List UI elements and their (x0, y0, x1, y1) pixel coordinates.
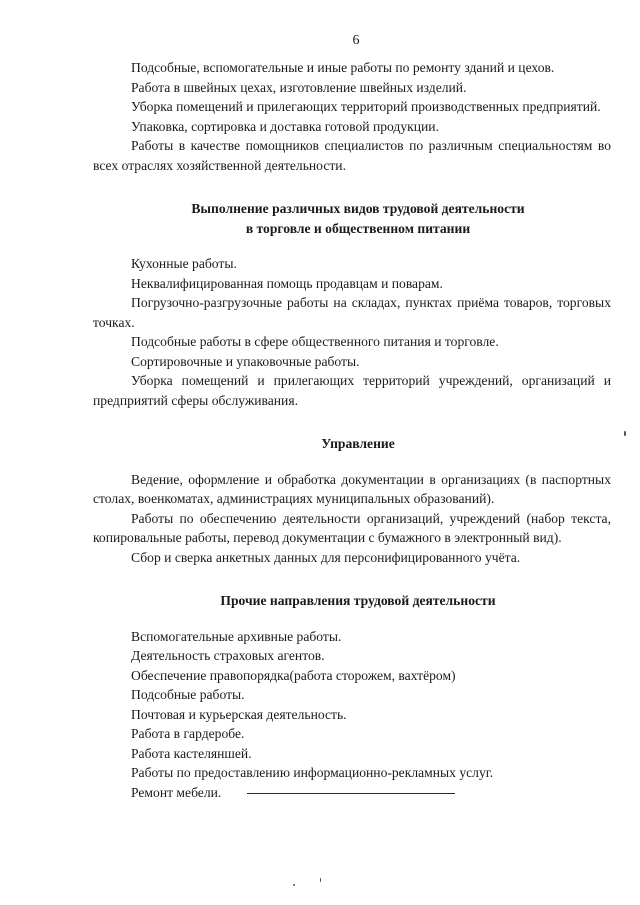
scan-speck (293, 884, 295, 886)
trade-section (93, 199, 611, 410)
paragraph: Деятельность страховых агентов. (131, 648, 325, 663)
paragraph: Вспомогательные архивные работы. (131, 628, 342, 644)
scan-speck (624, 431, 626, 436)
paragraph: Ремонт мебели. (131, 784, 222, 800)
section-heading: Выполнение различных видов трудовой деятельности (191, 201, 525, 216)
page-number: 6 (352, 33, 360, 48)
paragraph: Упаковка, сортировка и доставка готовой продукции. (131, 118, 439, 134)
paragraph: Сортировочные и упаковочные работы. (131, 353, 360, 369)
paragraph: Работы в качестве помощников специалистов по различным специальностям во всех отраслях хозяйственной деятельности. (93, 138, 611, 173)
paragraph: Почтовая и курьерская деятельность. (131, 706, 347, 722)
paragraph: Ведение, оформление и обработка документации в организациях (в паспортных столах, военкоматах, администрациях муниципальных образований). (93, 471, 611, 506)
paragraph: Работы по обеспечению деятельности организаций, учреждений (набор текста, копировальные работы, перевод документации с бумажного в электронный вид). (93, 510, 611, 545)
section-heading: в торговле и общественном питании (245, 220, 471, 236)
closing-rule (247, 793, 455, 794)
paragraph: Работа в швейных цехах, изготовление швейных изделий. (131, 79, 467, 95)
paragraph: Уборка помещений и прилегающих территорий производственных предприятий. (131, 99, 601, 114)
paragraph: Кухонные работы. (131, 256, 237, 271)
paragraph: Работа кастеляншей. (131, 745, 252, 761)
paragraph: Подсобные работы в сфере общественного питания и торговле. (131, 334, 499, 349)
paragraph: Обеспечение правопорядка(работа сторожем, вахтёром) (131, 667, 456, 683)
section-heading: Прочие направления трудовой деятельности (220, 593, 496, 608)
paragraph: Работа в гардеробе. (131, 726, 245, 741)
paragraph: Погрузочно-разгрузочные работы на складах, пунктах приёма товаров, торговых точках. (93, 295, 611, 330)
paragraph: Неквалифицированная помощь продавцам и поварам. (131, 275, 443, 291)
other-section (93, 591, 611, 802)
paragraph: Уборка помещений и прилегающих территорий учреждений, организаций и предприятий сферы обслуживания. (93, 373, 611, 408)
paragraph: Сбор и сверка анкетных данных для персонифицированного учёта. (131, 549, 521, 565)
intro-section (93, 58, 611, 175)
scan-speck (320, 878, 321, 882)
section-heading: Управление (321, 436, 395, 451)
paragraph: Подсобные работы. (131, 687, 245, 702)
document-body (93, 58, 611, 802)
paragraph: Подсобные, вспомогательные и иные работы по ремонту зданий и цехов. (131, 60, 555, 75)
paragraph: Работы по предоставлению информационно-рекламных услуг. (131, 765, 494, 780)
management-section (93, 434, 611, 567)
